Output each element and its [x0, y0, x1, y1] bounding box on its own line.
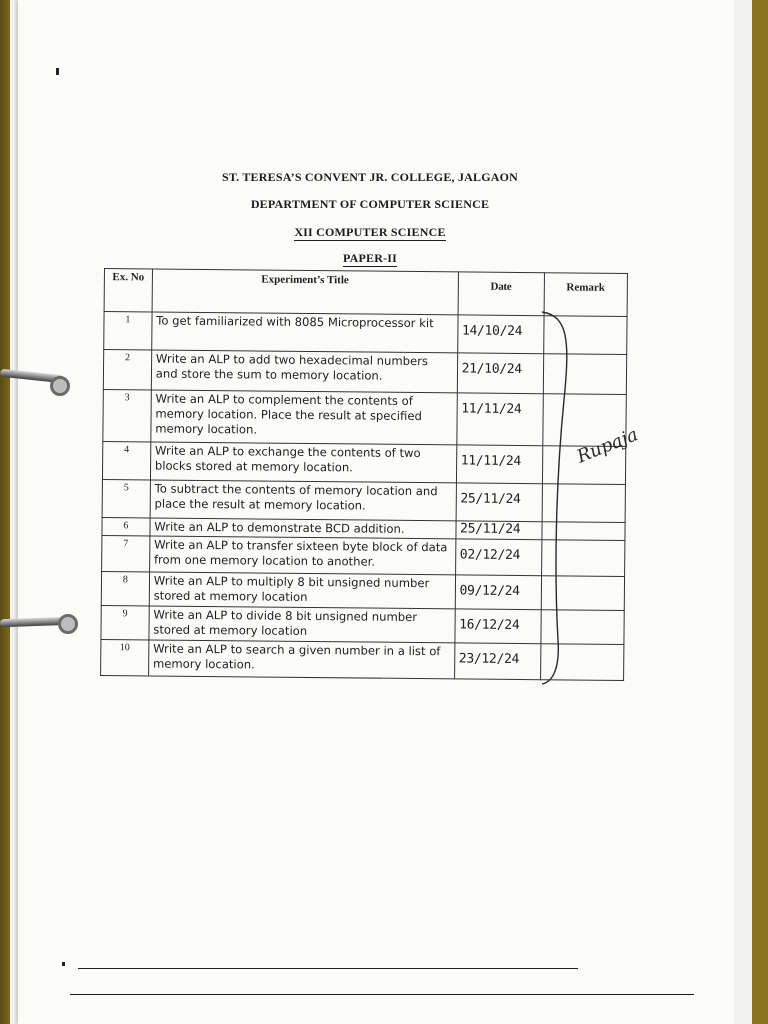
row-title: Write an ALP to divide 8 bit unsigned number stored at memory location — [149, 606, 455, 643]
row-title: Write an ALP to transfer sixteen byte block of data from one memory location to another. — [149, 536, 455, 575]
row-number: 5 — [102, 479, 150, 517]
row-date: 11/11/24 — [456, 393, 543, 446]
row-date: 25/11/24 — [455, 521, 541, 540]
row-number: 3 — [103, 389, 151, 441]
row-title: Write an ALP to complement the contents of memory location. Place the result at specified memory location. — [151, 390, 457, 445]
row-date: 16/12/24 — [454, 609, 540, 644]
ink-mark-bottom — [62, 962, 65, 966]
row-title: To subtract the contents of memory location and place the result at memory location. — [150, 480, 456, 521]
col-header-date: Date — [458, 272, 545, 316]
row-date: 25/11/24 — [456, 483, 543, 522]
row-number: 2 — [103, 350, 151, 390]
row-number: 1 — [104, 312, 152, 350]
row-title: Write an ALP to add two hexadecimal numbers and store the sum to memory location. — [151, 350, 457, 393]
footer-rule-2 — [70, 994, 694, 995]
row-title: Write an ALP to exchange the contents of two blocks stored at memory location. — [150, 442, 456, 483]
college-title: ST. TERESA’S CONVENT JR. COLLEGE, JALGAON — [221, 170, 519, 184]
row-title: Write an ALP to search a given number in a list of memory location. — [148, 640, 454, 679]
row-number: 4 — [102, 441, 150, 479]
row-date: 21/10/24 — [457, 353, 544, 394]
row-date: 11/11/24 — [456, 445, 543, 484]
row-date: 23/12/24 — [454, 643, 540, 680]
row-title: To get familiarized with 8085 Microprocessor kit — [152, 312, 458, 353]
row-number: 6 — [102, 517, 150, 535]
binder-ring-bottom-end — [58, 614, 78, 634]
row-date: 02/12/24 — [455, 539, 541, 576]
binder-ring-top-end — [50, 376, 70, 396]
class-title: XII COMPUTER SCIENCE — [294, 225, 446, 239]
col-header-no: Ex. No — [104, 269, 152, 312]
footer-rule-1 — [78, 968, 578, 969]
col-header-title: Experiment’s Title — [152, 269, 458, 315]
col-header-remark: Remark — [544, 273, 628, 317]
row-date: 14/10/24 — [457, 315, 544, 354]
row-number: 7 — [102, 535, 150, 571]
teacher-signature: Rupaja — [574, 424, 641, 468]
row-date: 09/12/24 — [455, 575, 541, 610]
ink-mark — [56, 68, 59, 75]
row-number: 10 — [101, 639, 149, 675]
date-bracket — [540, 310, 580, 690]
row-title: Write an ALP to multiply 8 bit unsigned number stored at memory location — [149, 572, 455, 609]
row-number: 9 — [101, 605, 149, 639]
row-number: 8 — [101, 571, 149, 605]
department-title: DEPARTMENT OF COMPUTER SCIENCE — [250, 197, 490, 211]
paper-title: PAPER-II — [342, 251, 398, 265]
row-title: Write an ALP to demonstrate BCD addition. — [150, 518, 456, 539]
